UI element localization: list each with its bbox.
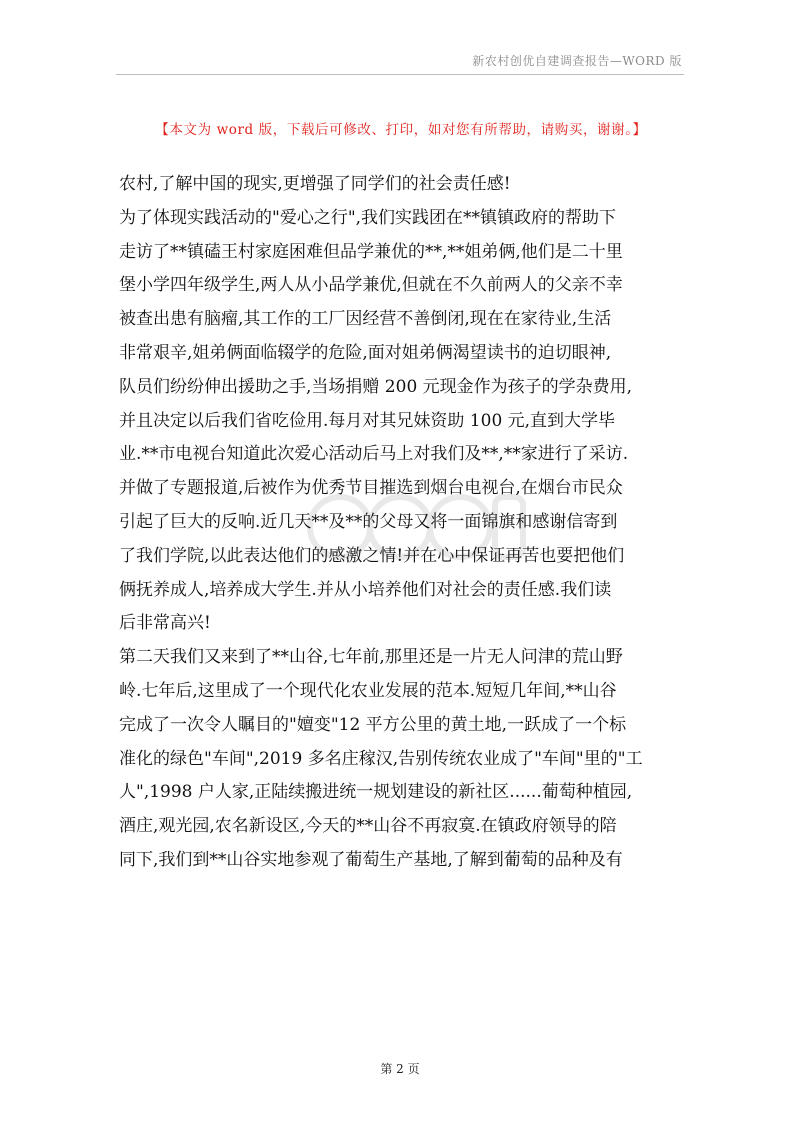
body-line: 引起了巨大的反响.近几天**及**的父母又将一面锦旗和感谢信寄到 [119,511,618,532]
body-line: 岭.七年后,这里成了一个现代化农业发展的范本.短短几年间,**山谷 [119,680,617,701]
body-line: 非常艰辛,姐弟俩面临辍学的危险,面对姐弟俩渴望读书的迫切眼神, [119,342,612,363]
body-line: 农村,了解中国的现实,更增强了同学们的社会责任感! [119,174,511,194]
body-line: 为了体现实践活动的"爱心之行",我们实践团在**镇镇政府的帮助下 [119,207,617,228]
body-line: 第二天我们又来到了**山谷,七年前,那里还是一片无人问津的荒山野 [119,647,623,668]
body-line: 俩抚养成人,培养成大学生.并从小培养他们对社会的责任感.我们读 [119,579,612,600]
document-body [119,168,685,878]
body-line: 并且决定以后我们省吃俭用.每月对其兄妹资助 100 元,直到大学毕 [119,410,616,431]
body-line: 酒庄,观光园,农名新设区,今天的**山谷不再寂寞.在镇政府领导的陪 [119,816,617,837]
purchase-notice: 【本文为 word 版，下载后可修改、打印，如对您有所帮助，请购买，谢谢。】 [155,122,647,138]
body-line: 完成了一次令人瞩目的"嬗变"12 平方公里的黄土地,一跃成了一个标 [119,714,627,735]
header-divider [116,74,684,75]
body-line: 准化的绿色"车间",2019 多名庄稼汉,告别传统农业成了"车间"里的"工 [119,748,643,769]
body-line: 人",1998 户人家,正陆续搬进统一规划建设的新社区......葡萄种植园, [119,782,633,803]
page-number: 第 2 页 [380,1062,420,1076]
body-line: 后非常高兴! [119,613,211,634]
body-line: 堡小学四年级学生,两人从小品学兼优,但就在不久前两人的父亲不幸 [119,275,623,296]
body-line: 被查出患有脑瘤,其工作的工厂因经营不善倒闭,现在在家待业,生活 [119,309,612,330]
body-line: 业.**市电视台知道此次爱心活动后马上对我们及**,**家进行了采访. [119,444,629,465]
body-line: 走访了**镇磕王村家庭困难但品学兼优的**,**姐弟俩,他们是二十里 [119,241,623,262]
body-line: 同下,我们到**山谷实地参观了葡萄生产基地,了解到葡萄的品种及有 [119,849,623,870]
header-title: 新农村创优自建调查报告—WORD 版 [472,54,682,68]
body-line: 了我们学院,以此表达他们的感激之情!并在心中保证再苦也要把他们 [119,545,625,566]
body-line: 并做了专题报道,后被作为优秀节目摧选到烟台电视台,在烟台市民众 [119,478,623,499]
body-line: 队员们纷纷伸出援助之手,当场捐赠 200 元现金作为孩子的学杂费用, [119,376,633,397]
